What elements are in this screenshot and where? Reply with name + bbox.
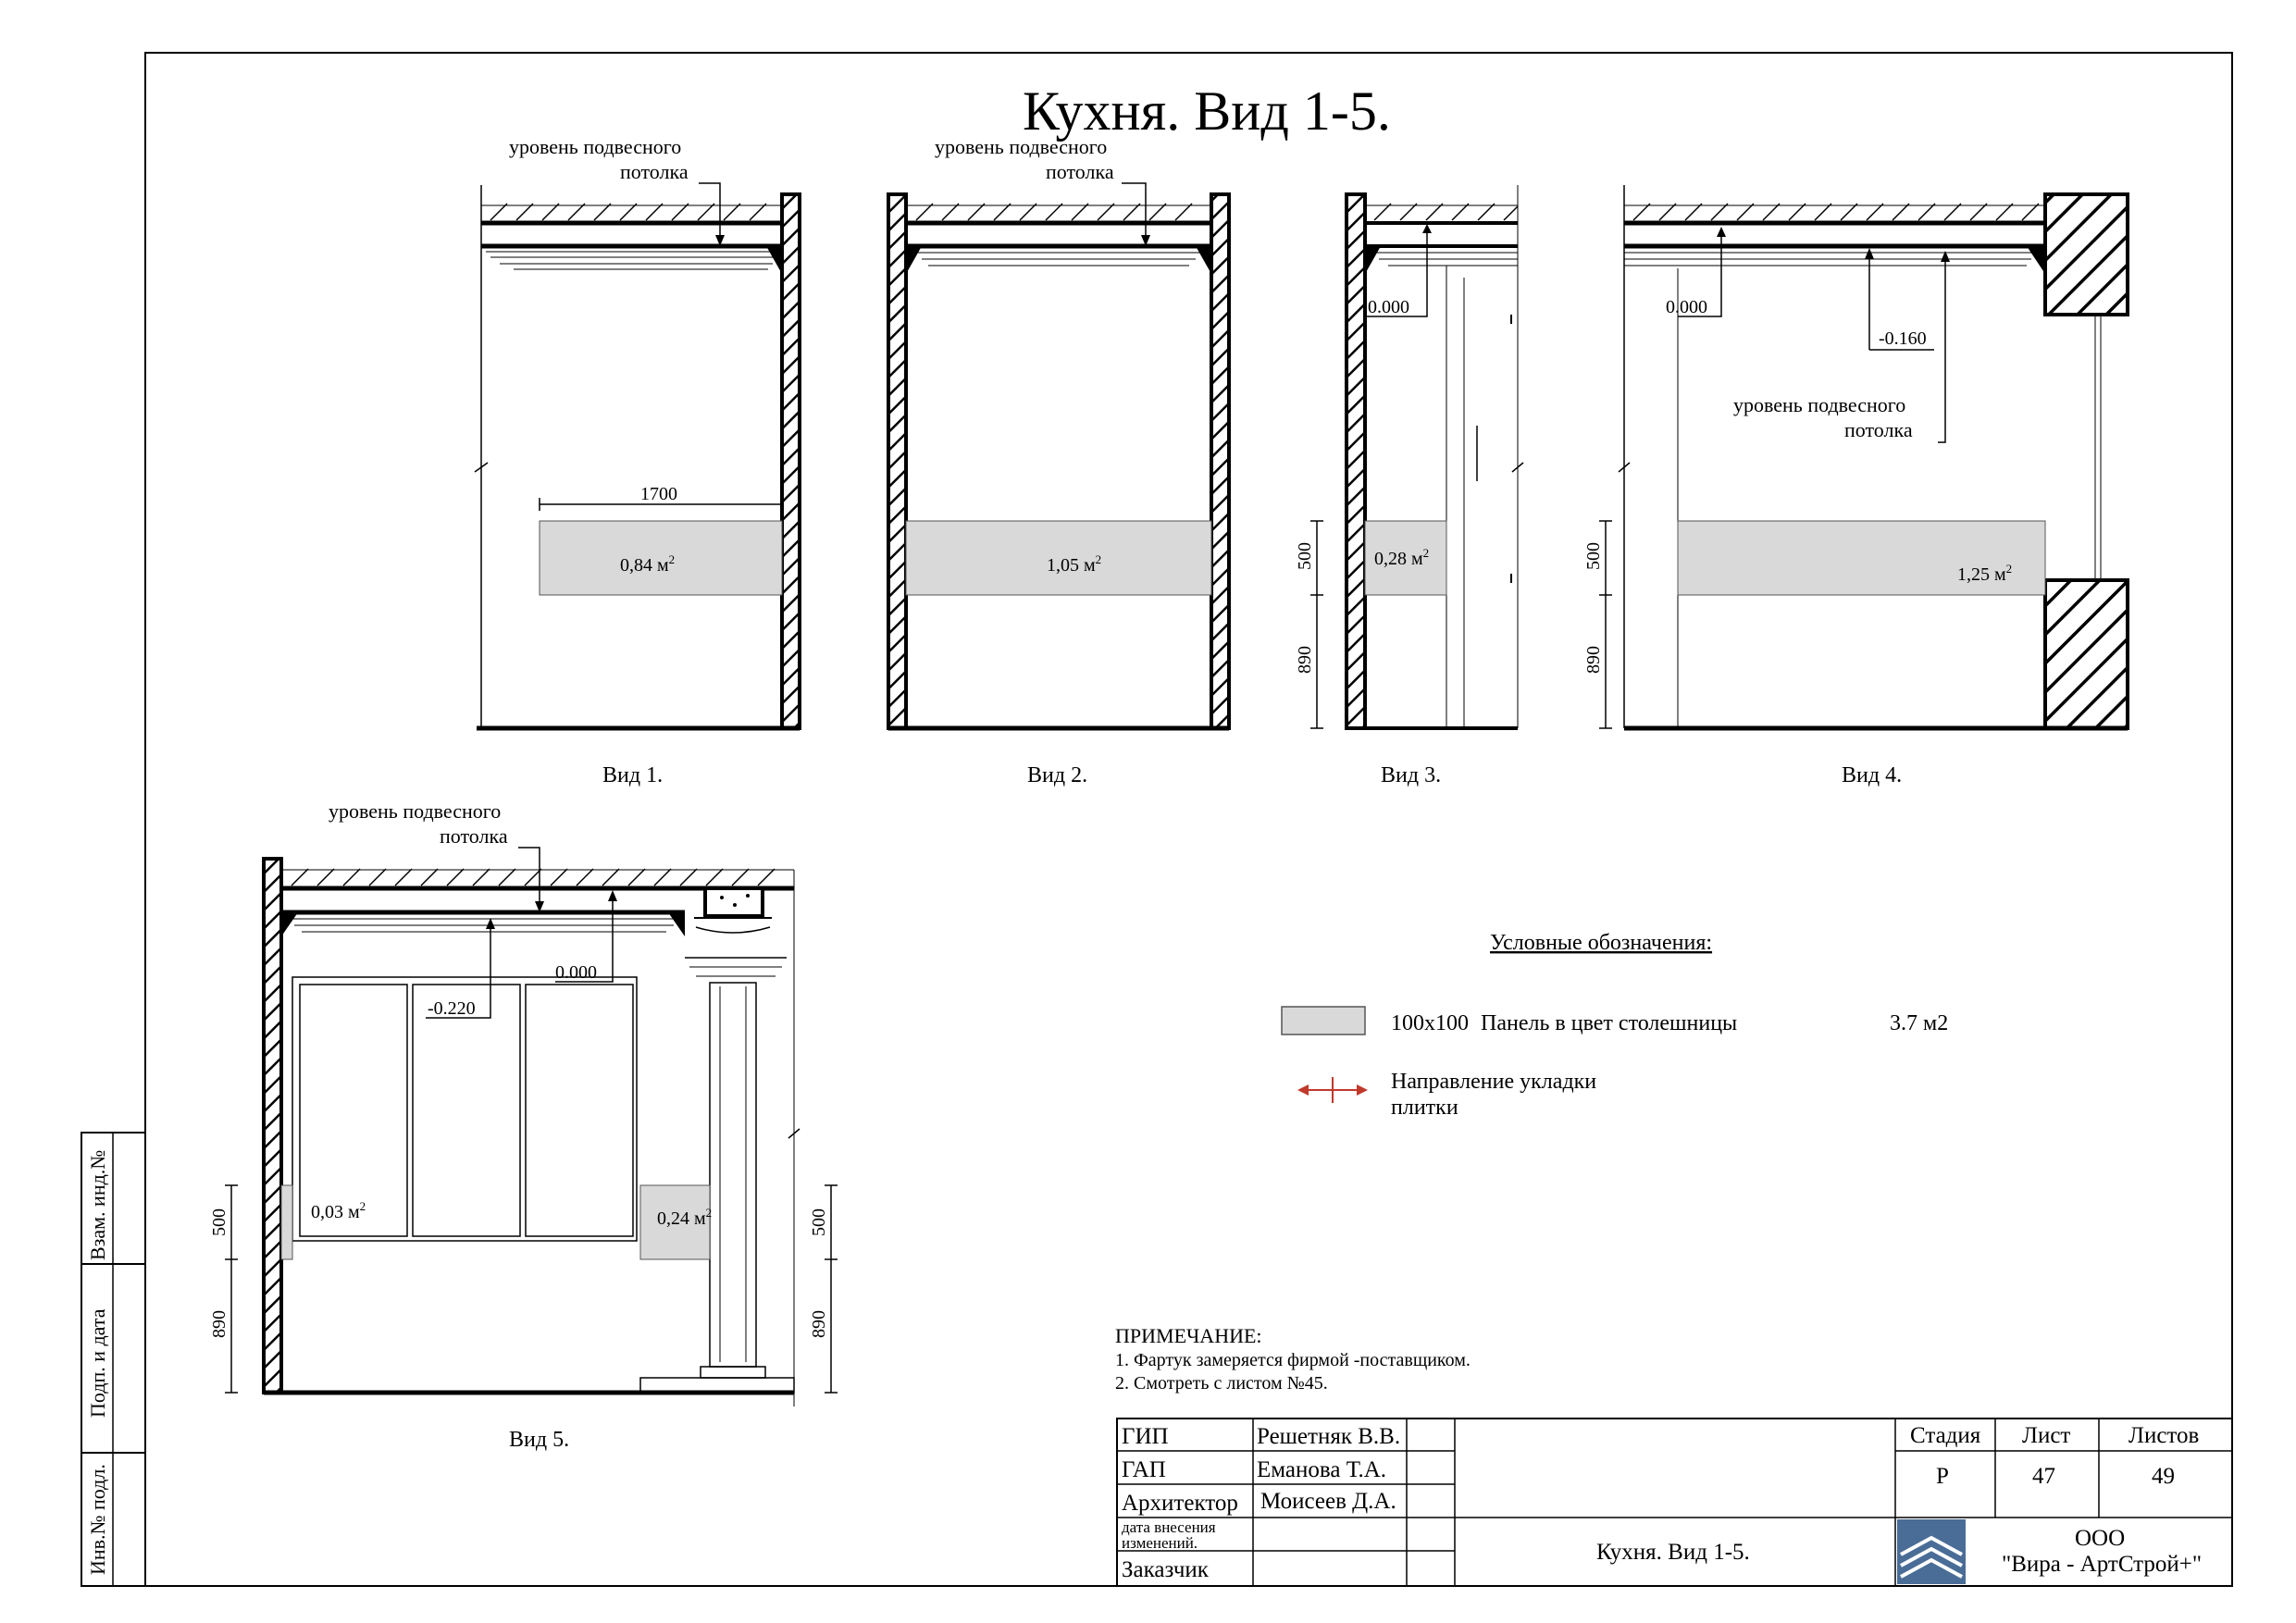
tb-stage-header: Стадия	[1910, 1423, 1981, 1448]
level-a-v5: 0.000	[555, 962, 597, 983]
dim-upper-v5-left: 500	[209, 1208, 230, 1236]
tb-sheet: 47	[2032, 1464, 2055, 1489]
panel-area-v4: 1,25 $м^2$	[1957, 562, 2013, 585]
level-a-v4: 0.000	[1666, 297, 1707, 317]
ceiling-label-v5-a: уровень подвесного	[329, 799, 502, 823]
caption-v5: Вид 5.	[509, 1428, 570, 1452]
legend	[1282, 931, 1948, 1120]
note	[1115, 1324, 1471, 1394]
level-b-v5: -0.220	[428, 998, 476, 1019]
dim-upper-v5-right: 500	[809, 1208, 829, 1236]
title-block	[1117, 1419, 2232, 1586]
legend-panel-size: 100x100	[1391, 1011, 1469, 1035]
ceiling-label-v4-b: потолка	[1844, 418, 1913, 441]
page-title: Кухня. Вид 1-5.	[1023, 81, 1391, 142]
caption-v2: Вид 2.	[1027, 763, 1088, 787]
dim-upper-v4: 500	[1583, 542, 1604, 570]
caption-v1: Вид 1.	[602, 763, 664, 787]
tile-direction-icon	[1297, 1077, 1368, 1103]
side-stamp-a: Взам. инд.№	[86, 1149, 109, 1260]
tb-name-2: Еманова Т.А.	[1257, 1457, 1387, 1482]
panel-area-v5-left: 0,03 $м^2$	[311, 1199, 366, 1222]
dim-lower-v4: 890	[1583, 646, 1604, 674]
tb-stage: Р	[1936, 1464, 1949, 1489]
tb-company-1: ООО	[2075, 1526, 2126, 1551]
level-v3: 0.000	[1368, 297, 1409, 317]
ceiling-label-v1-b: потолка	[620, 160, 689, 183]
tb-company-2: "Вира - АртСтрой+"	[2002, 1552, 2203, 1577]
level-b-v4: -0.160	[1879, 328, 1927, 349]
width-dim-v1: 1700	[640, 484, 677, 504]
legend-panel-swatch	[1282, 1007, 1365, 1035]
ceiling-label-v2-b: потолка	[1046, 160, 1114, 183]
tb-client: Заказчик	[1122, 1557, 1209, 1582]
dim-upper-v3: 500	[1295, 542, 1315, 570]
side-stamp-b: Подп. и дата	[86, 1308, 109, 1418]
dim-lower-v5-left: 890	[209, 1310, 230, 1338]
note-line2: 2. Смотреть с листом №45.	[1115, 1373, 1328, 1394]
legend-arrow-line2: плитки	[1391, 1096, 1458, 1120]
view-5	[209, 799, 838, 1452]
view-3	[1295, 185, 1523, 787]
note-line1: 1. Фартук замеряется фирмой -поставщиком.	[1115, 1350, 1471, 1370]
caption-v4: Вид 4.	[1842, 763, 1903, 787]
ceiling-label-v1-a: уровень подвесного	[509, 135, 682, 158]
tb-name-3: Моисеев Д.А.	[1260, 1489, 1396, 1514]
panel-area-v3: 0,28 $м^2$	[1374, 546, 1430, 569]
panel-area-v5-right: 0,24 $м^2$	[657, 1206, 713, 1229]
dim-lower-v5-right: 890	[809, 1310, 829, 1338]
ceiling-label-v4-a: уровень подвесного	[1733, 393, 1906, 416]
view-4	[1583, 185, 2128, 787]
view-1	[475, 135, 800, 787]
tb-sheet-title: Кухня. Вид 1-5.	[1596, 1540, 1750, 1565]
tb-changes-1: дата внесения	[1122, 1518, 1216, 1536]
legend-panel-total: 3.7 м2	[1890, 1011, 1949, 1035]
view-2	[888, 135, 1229, 787]
tb-role-3: Архитектор	[1122, 1491, 1238, 1516]
tb-role-1: ГИП	[1122, 1424, 1169, 1449]
dim-lower-v3: 890	[1295, 646, 1315, 674]
note-heading: ПРИМЕЧАНИЕ:	[1115, 1324, 1262, 1347]
tb-sheets-header: Листов	[2128, 1423, 2200, 1448]
caption-v3: Вид 3.	[1381, 763, 1442, 787]
legend-panel-name: Панель в цвет столешницы	[1481, 1011, 1738, 1035]
tb-name-1: Решетняк В.В.	[1257, 1424, 1401, 1449]
tb-sheet-header: Лист	[2022, 1423, 2071, 1448]
tb-changes-2: изменений.	[1122, 1534, 1198, 1552]
tb-sheets: 49	[2152, 1464, 2175, 1489]
tb-role-2: ГАП	[1122, 1457, 1166, 1482]
company-logo-icon	[1897, 1519, 1966, 1584]
legend-title: Условные обозначения:	[1490, 931, 1713, 955]
panel-area-v2: 1,05 $м^2$	[1047, 552, 1102, 576]
ceiling-label-v5-b: потолка	[440, 824, 508, 848]
ceiling-label-v2-a: уровень подвесного	[935, 135, 1108, 158]
panel-v5-left	[281, 1185, 292, 1259]
panel-area-v1: 0,84 $м^2$	[620, 552, 676, 576]
side-stamp-c: Инв.№ подл.	[86, 1464, 109, 1575]
legend-arrow-line1: Направление укладки	[1391, 1070, 1597, 1094]
